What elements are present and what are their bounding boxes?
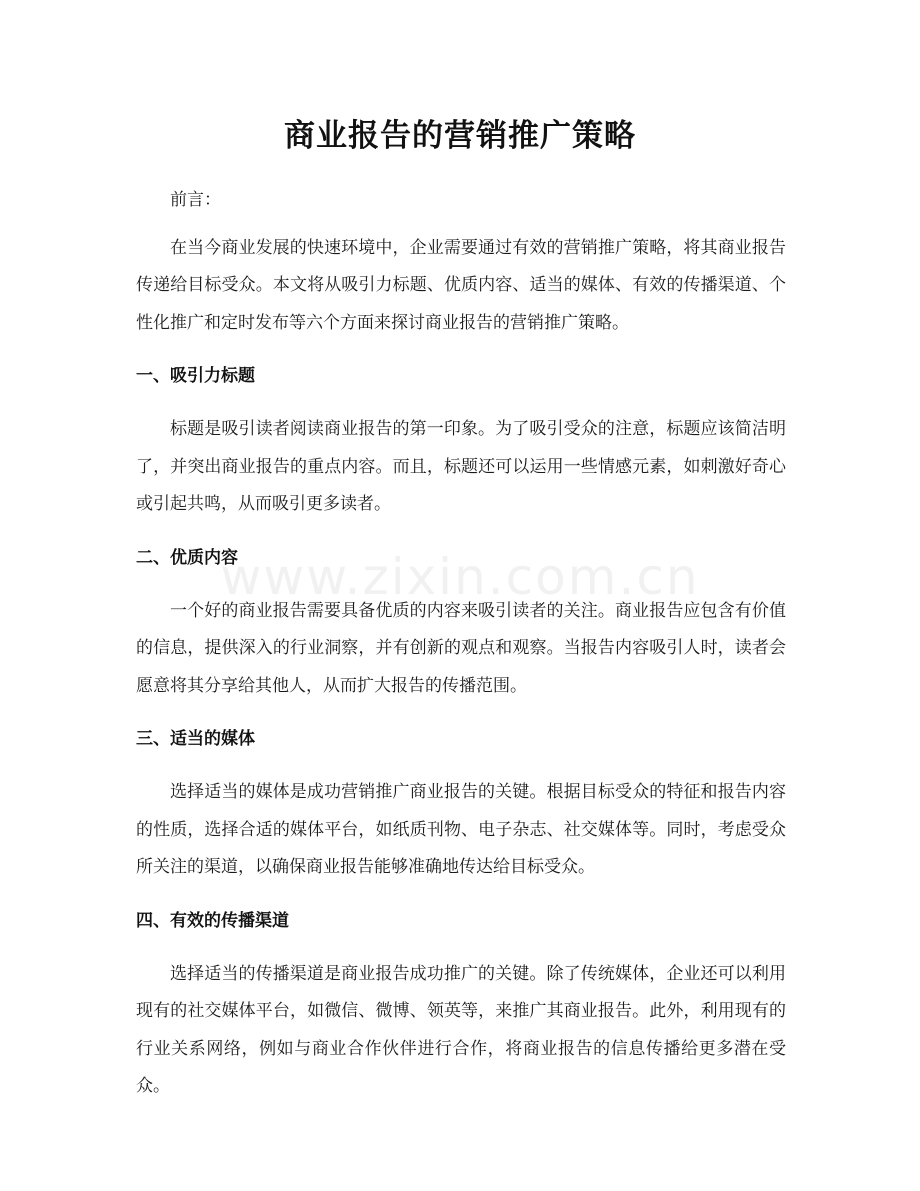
- section-heading-1: 一、吸引力标题: [136, 366, 255, 386]
- intro-paragraph: 在当今商业发展的快速环境中，企业需要通过有效的营销推广策略，将其商业报告传递给目标受众。本文将从吸引力标题、优质内容、适当的媒体、有效的传播渠道、个性化推广和定时发布等六个方面来探讨商业报告的营销推广策略。: [136, 237, 786, 333]
- document-title: 商业报告的营销推广策略: [284, 118, 636, 154]
- section-body-3: 选择适当的媒体是成功营销推广商业报告的关键。根据目标受众的特征和报告内容的性质，选择合适的媒体平台，如纸质刊物、电子杂志、社交媒体等。同时，考虑受众所关注的渠道，以确保商业报告能够准确地传达给目标受众。: [136, 782, 786, 877]
- section-body-4: 选择适当的传播渠道是商业报告成功推广的关键。除了传统媒体，企业还可以利用现有的社交媒体平台，如微信、微博、领英等，来推广其商业报告。此外，利用现有的行业关系网络，例如与商业合作伙伴进行合作，将商业报告的信息传播给更多潜在受众。: [136, 963, 786, 1096]
- section-body-1: 标题是吸引读者阅读商业报告的第一印象。为了吸引受众的注意，标题应该简洁明了，并突出商业报告的重点内容。而且，标题还可以运用一些情感元素，如刺激好奇心或引起共鸣，从而吸引更多读者。: [136, 419, 786, 514]
- section-heading-3: 三、适当的媒体: [136, 729, 255, 749]
- watermark: www.zixin.com.cn: [220, 548, 700, 606]
- preface-label: 前言：: [170, 190, 221, 210]
- section-heading-2: 二、优质内容: [136, 547, 238, 568]
- document-body: [136, 182, 786, 1122]
- section-heading-4: 四、有效的传播渠道: [136, 910, 289, 931]
- section-body-2: 一个好的商业报告需要具备优质的内容来吸引读者的关注。商业报告应包含有价值的信息，提供深入的行业洞察，并有创新的观点和观察。当报告内容吸引人时，读者会愿意将其分享给其他人，从而扩大报告的传播范围。: [136, 600, 786, 696]
